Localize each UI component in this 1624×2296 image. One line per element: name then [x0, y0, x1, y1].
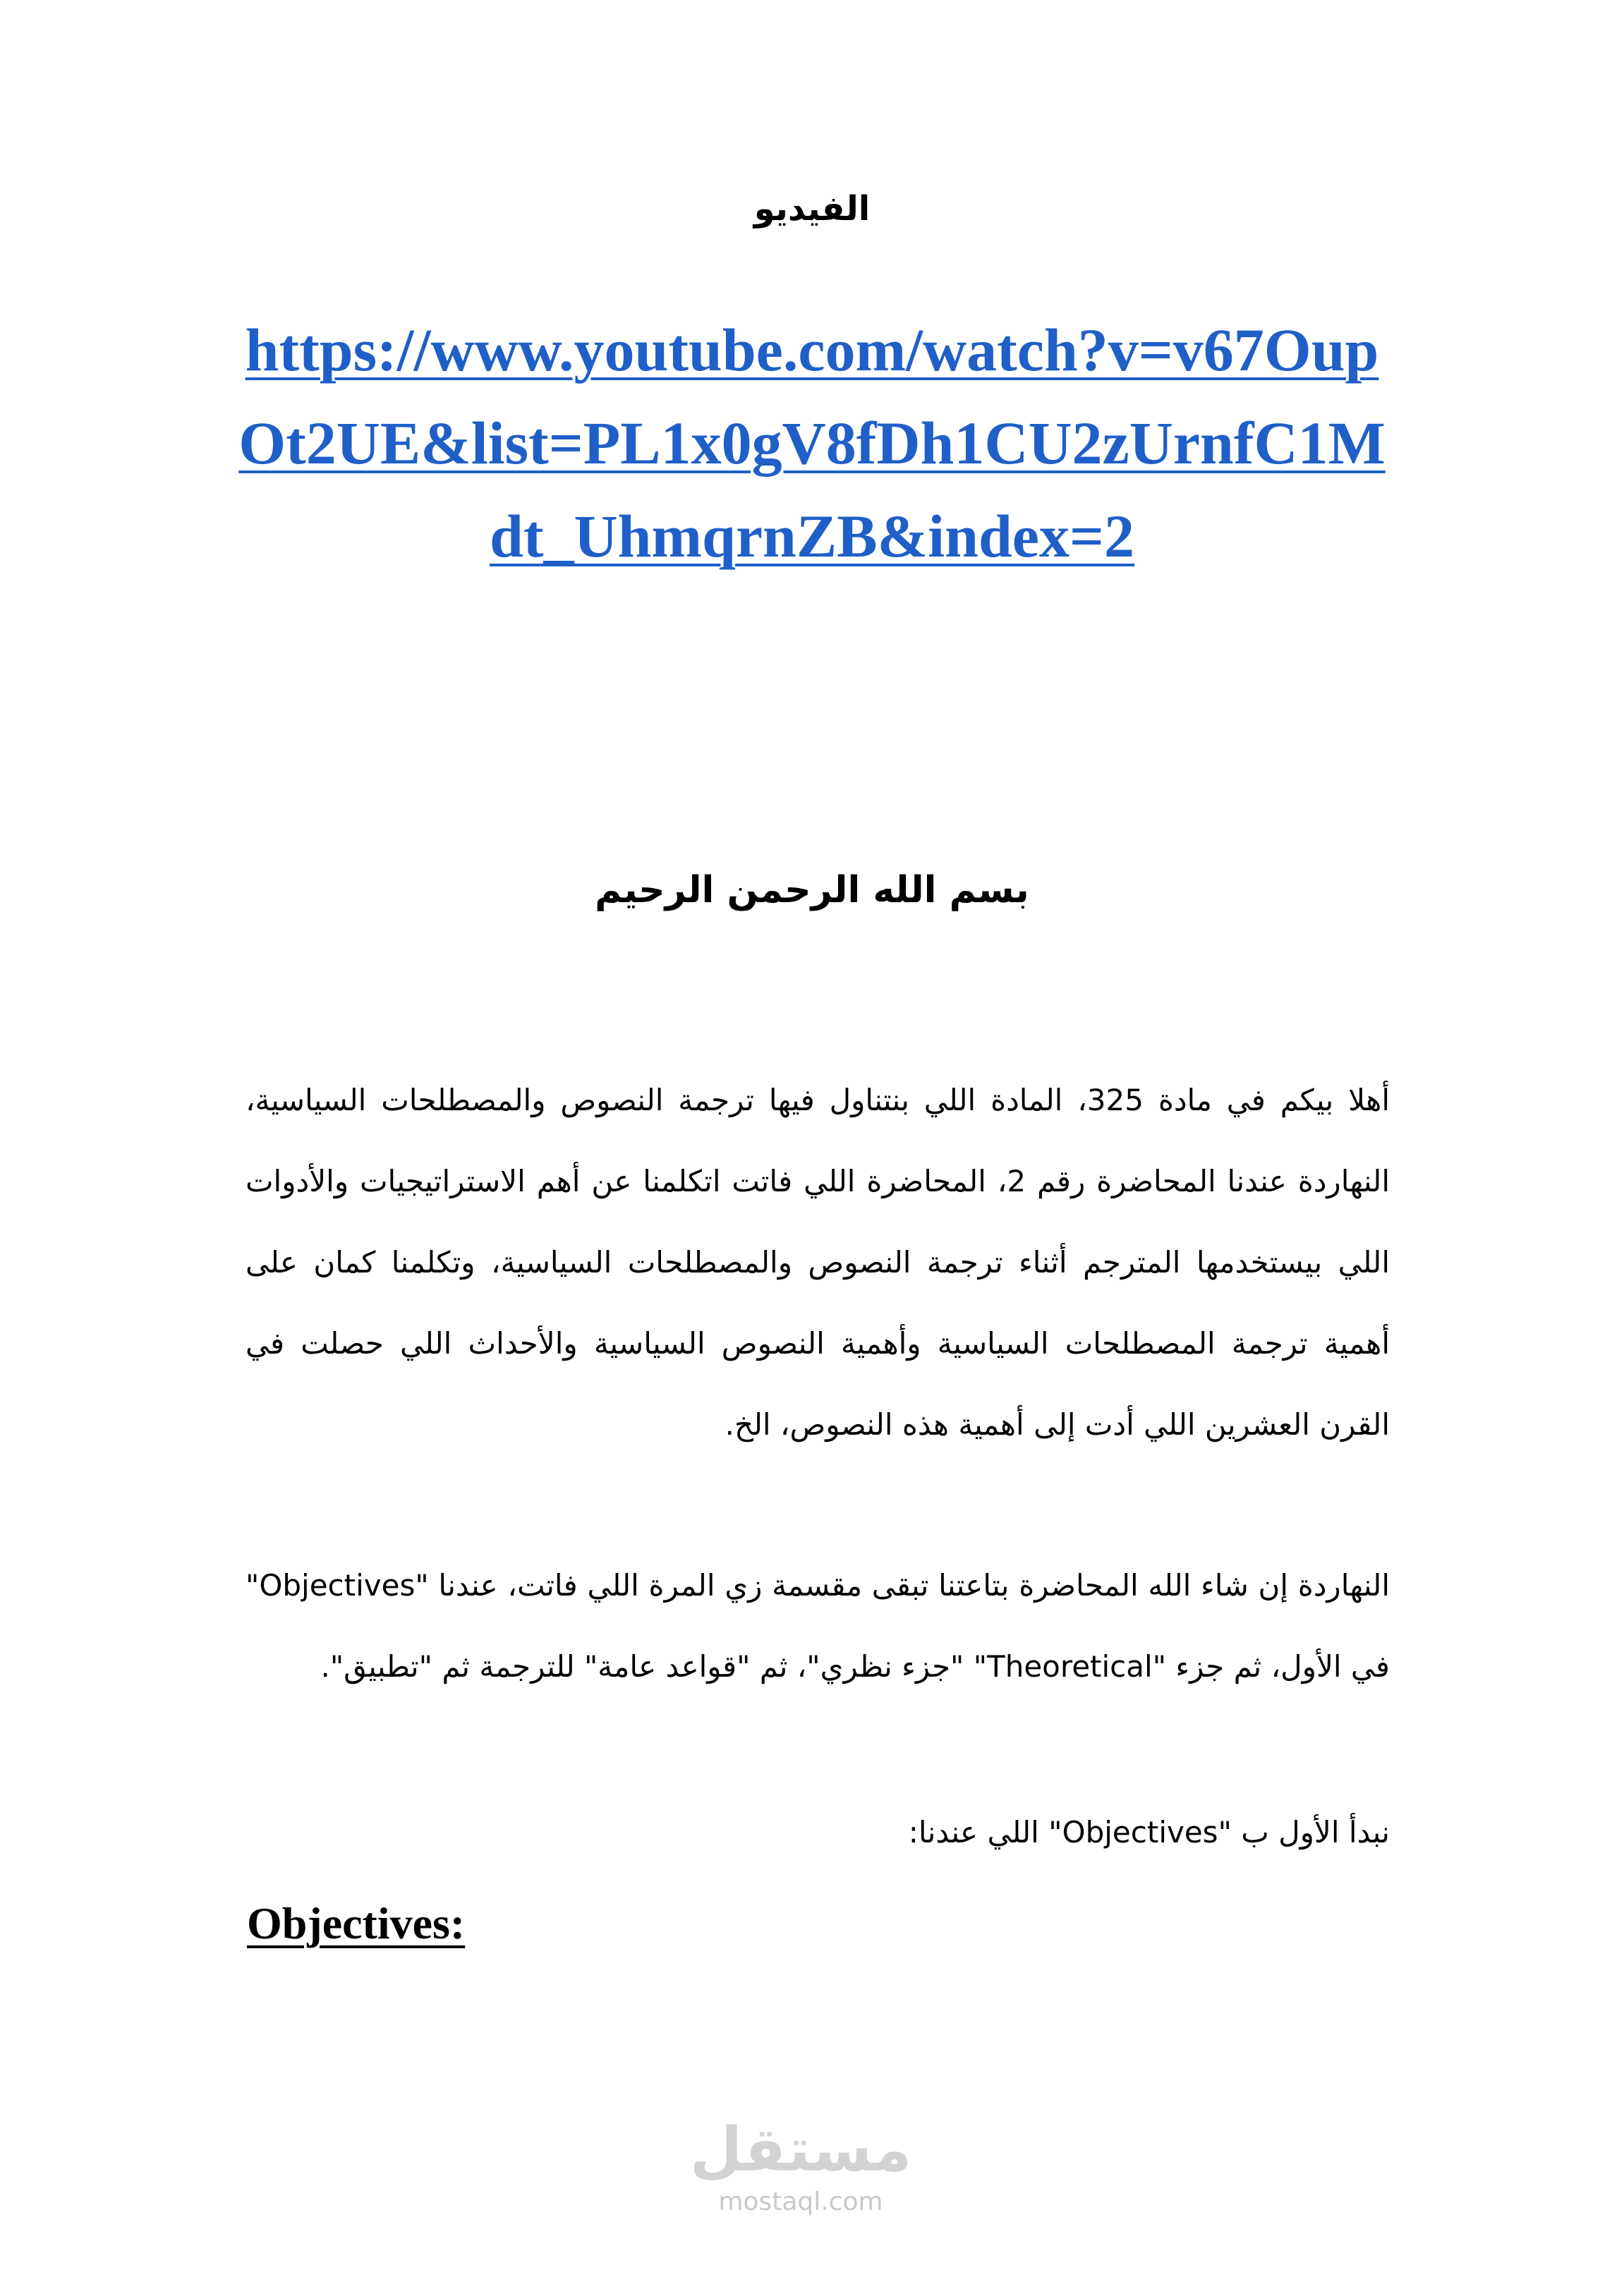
- video-heading: الفيديو: [753, 189, 871, 229]
- objectives-heading: Objectives:: [247, 1898, 466, 1948]
- intro-paragraph: أهلا بيكم في مادة 325، المادة اللي بنتناول فيها ترجمة النصوص والمصطلحات السياسية، النهاردة عندنا المحاضرة رقم 2، المحاضرة اللي فاتت اتكلمنا عن أهم الاستراتيجيات والأدوات اللي بيستخدمها المترجم أثناء ترجمة النصوص والمصطلحات السياسية، وتكلمنا كمان على أهمية ترجمة المصطلحات السياسية وأهمية النصوص السياسية والأحداث اللي حصلت في القرن العشرين اللي أدت إلى أهمية هذه النصوص، الخ.: [246, 1083, 1390, 1442]
- objectives-intro-paragraph: نبدأ الأول ب "Objectives" اللي عندنا:: [908, 1815, 1390, 1849]
- mostaql-site-label: mostaql.com: [718, 2187, 883, 2216]
- lecture-structure-paragraph: النهاردة إن شاء الله المحاضرة بتاعتنا تبقى مقسمة زي المرة اللي فاتت، عندنا "Objectives" في الأول، ثم جزء "Theoretical" "جزء نظري"، ثم "قواعد عامة" للترجمة ثم "تطبيق".: [246, 1568, 1390, 1684]
- mostaql-logo: مستقل: [689, 2115, 912, 2185]
- youtube-video-link[interactable]: https://www.youtube.com/watch?v=v67OupOt2UE&list=PL1x0gV8fDh1CU2zUrnfC1Mdt_UhmqrnZB&index=2: [238, 316, 1386, 570]
- mostaql-watermark: [677, 2115, 924, 2216]
- basmala-heading: بسم الله الرحمن الرحيم: [595, 869, 1029, 911]
